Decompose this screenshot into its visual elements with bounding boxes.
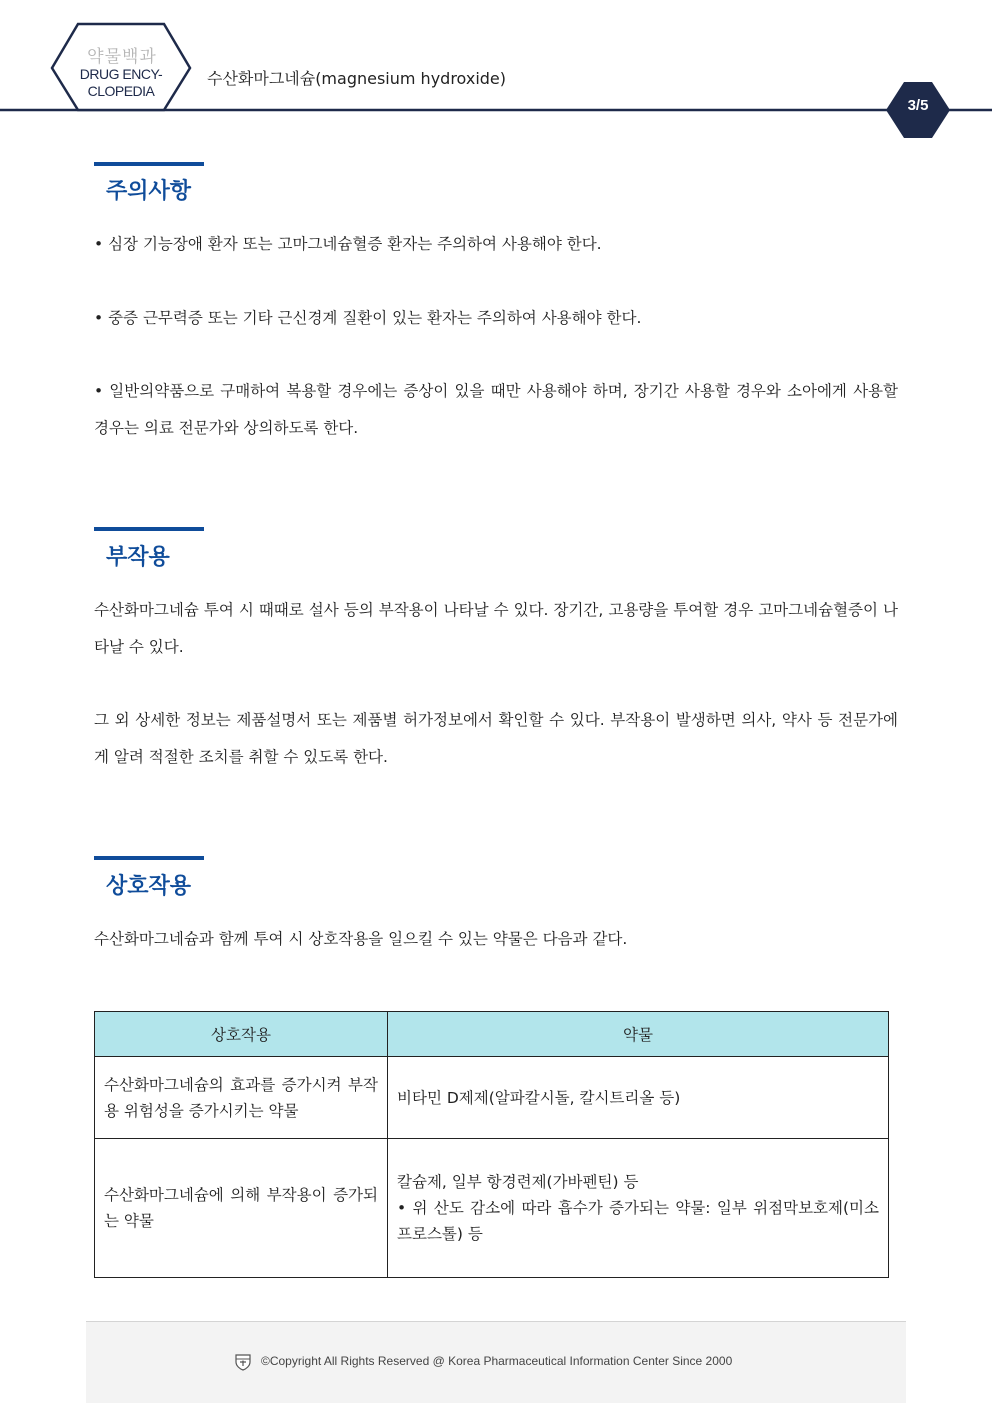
document-title: 수산화마그네슘(magnesium hydroxide) [207,69,507,88]
section-title-interactions: 상호작용 [106,874,192,899]
drug-line: 비타민 D제제(알파칼시돌, 칼시트리올 등) [397,1088,681,1107]
interaction-table [94,1011,889,1278]
logo-korean-text: 약물백과 [87,47,157,67]
table-row [95,1139,889,1278]
table-cell-interaction: 수산화마그네슘에 의해 부작용이 증가되는 약물 [95,1139,388,1278]
side-effects-paragraph-1: 수산화마그네슘 투여 시 때때로 설사 등의 부작용이 나타날 수 있다. 장기간, 고용량을 투여할 경우 고마그네슘혈증이 나타날 수 있다. [94,601,898,656]
drug-line: • 위 산도 감소에 따라 흡수가 증가되는 약물: 일부 위점막보호제(미소프로스톨) 등 [397,1199,879,1243]
section-bar-caution [94,162,204,166]
logo-en-line1: DRUG ENCY- [79,66,163,82]
caution-item-2: • 중증 근무력증 또는 기타 근신경계 질환이 있는 환자는 주의하여 사용해야 한다. [94,309,642,327]
page-indicator: 3/5 [907,97,929,114]
section-title-side-effects: 부작용 [106,545,170,570]
section-bar-interactions [94,856,204,860]
table-header-row [95,1012,889,1057]
table-header-interaction: 상호작용 [95,1012,388,1057]
section-title-caution: 주의사항 [106,179,192,204]
copyright-text: ©Copyright All Rights Reserved @ Korea Pharmaceutical Information Center Since 2000 [261,1354,733,1368]
drug-line: 칼슘제, 일부 항경련제(가바펜틴) 등 [397,1173,639,1191]
caution-item-3: • 일반의약품으로 구매하여 복용할 경우에는 증상이 있을 때만 사용해야 하며, 장기간 사용할 경우와 소아에게 사용할 경우는 의료 전문가와 상의하도록 한다. [94,382,898,437]
logo-english-text [70,66,172,100]
section-bar-side-effects [94,527,204,531]
shield-logo-icon [235,1354,251,1371]
interactions-intro: 수산화마그네슘과 함께 투여 시 상호작용을 일으킬 수 있는 약물은 다음과 같다. [94,930,628,948]
footer [86,1321,906,1403]
table-cell-drug [388,1139,889,1278]
side-effects-paragraph-2: 그 외 상세한 정보는 제품설명서 또는 제품별 허가정보에서 확인할 수 있다. 부작용이 발생하면 의사, 약사 등 전문가에게 알려 적절한 조치를 취할 수 있도록 한다. [94,711,898,766]
table-cell-drug [388,1057,889,1139]
logo-en-line2: CLOPEDIA [87,83,155,99]
table-cell-interaction: 수산화마그네슘의 효과를 증가시켜 부작용 위험성을 증가시키는 약물 [95,1057,388,1139]
table-header-drug: 약물 [388,1012,889,1057]
table-row [95,1057,889,1139]
caution-item-1: • 심장 기능장애 환자 또는 고마그네슘혈증 환자는 주의하여 사용해야 한다. [94,235,602,253]
